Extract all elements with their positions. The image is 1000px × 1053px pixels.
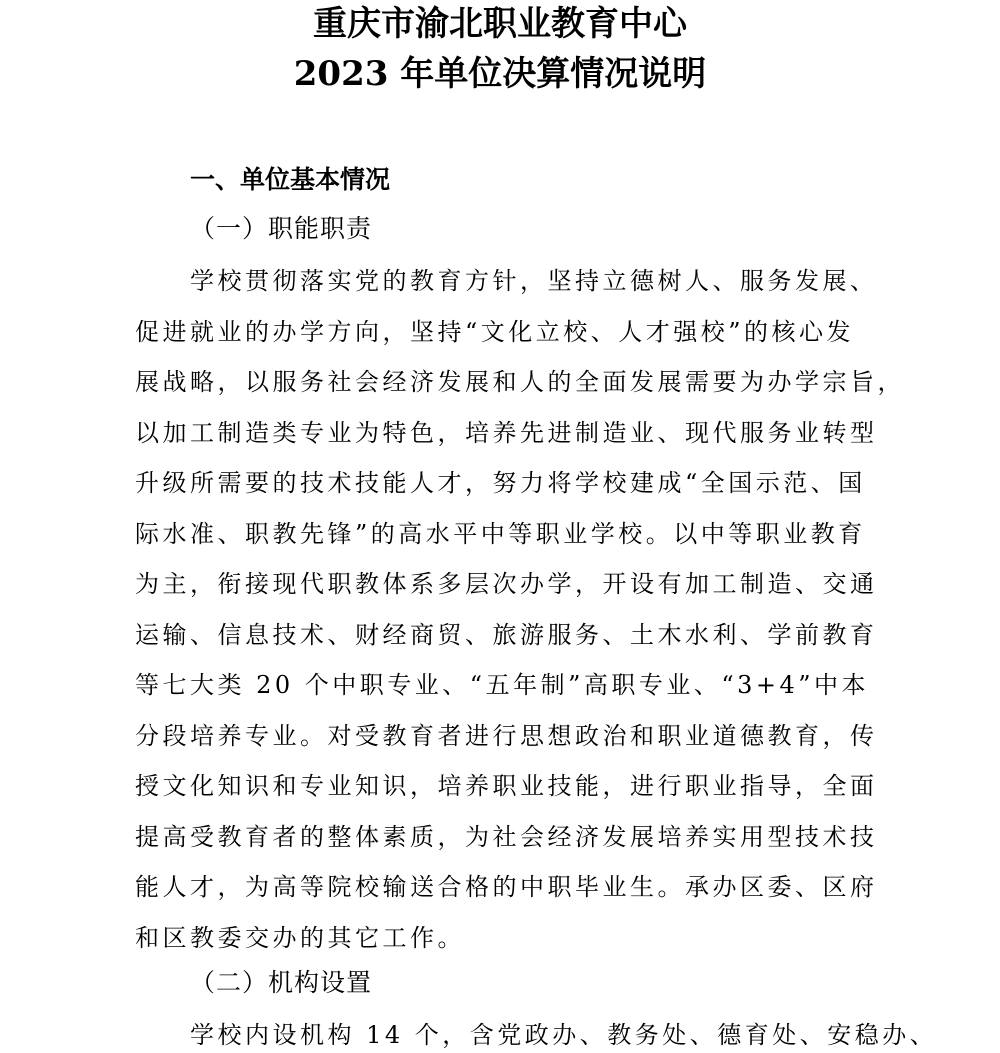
paragraph-line: 促进就业的办学方向，坚持“文化立校、人才强校”的核心发 <box>135 317 855 346</box>
section-heading-basic-info: 一、单位基本情况 <box>190 165 391 194</box>
paragraph-line: 学校内设机构 14 个，含党政办、教务处、德育处、安稳办、 <box>190 1021 938 1049</box>
paragraph-line: 等七大类 20 个中职专业、“五年制”高职专业、“3+4”中本 <box>135 671 870 699</box>
subsection-heading-organization: （二）机构设置 <box>190 968 373 997</box>
paragraph-line: 际水准、职教先锋”的高水平中等职业学校。以中等职业教育 <box>135 519 866 548</box>
document-title-line2: 2023 年单位决算情况说明 <box>293 54 707 94</box>
paragraph-line: 授文化知识和专业知识，培养职业技能，进行职业指导，全面 <box>135 772 878 800</box>
paragraph-line: 分段培养专业。对受教育者进行思想政治和职业道德教育，传 <box>135 721 878 750</box>
paragraph-line: 学校贯彻落实党的教育方针，坚持立德树人、服务发展、 <box>190 267 878 295</box>
document-title-line1: 重庆市渝北职业教育中心 <box>313 4 687 44</box>
subsection-heading-duties: （一）职能职责 <box>190 214 373 243</box>
paragraph-line: 能人才，为高等院校输送合格的中职毕业生。承办区委、区府 <box>135 873 878 901</box>
paragraph-line: 运输、信息技术、财经商贸、旅游服务、土木水利、学前教育 <box>135 620 878 649</box>
paragraph-line: 展战略，以服务社会经济发展和人的全面发展需要为办学宗旨， <box>135 368 905 396</box>
paragraph-line: 以加工制造类专业为特色，培养先进制造业、现代服务业转型 <box>135 418 878 447</box>
paragraph-line: 和区教委交办的其它工作。 <box>135 923 465 952</box>
paragraph-line: 升级所需要的技术技能人才，努力将学校建成“全国示范、国 <box>135 469 866 497</box>
paragraph-line: 为主，衔接现代职教体系多层次办学，开设有加工制造、交通 <box>135 570 878 598</box>
paragraph-line: 提高受教育者的整体素质，为社会经济发展培养实用型技术技 <box>135 822 878 851</box>
